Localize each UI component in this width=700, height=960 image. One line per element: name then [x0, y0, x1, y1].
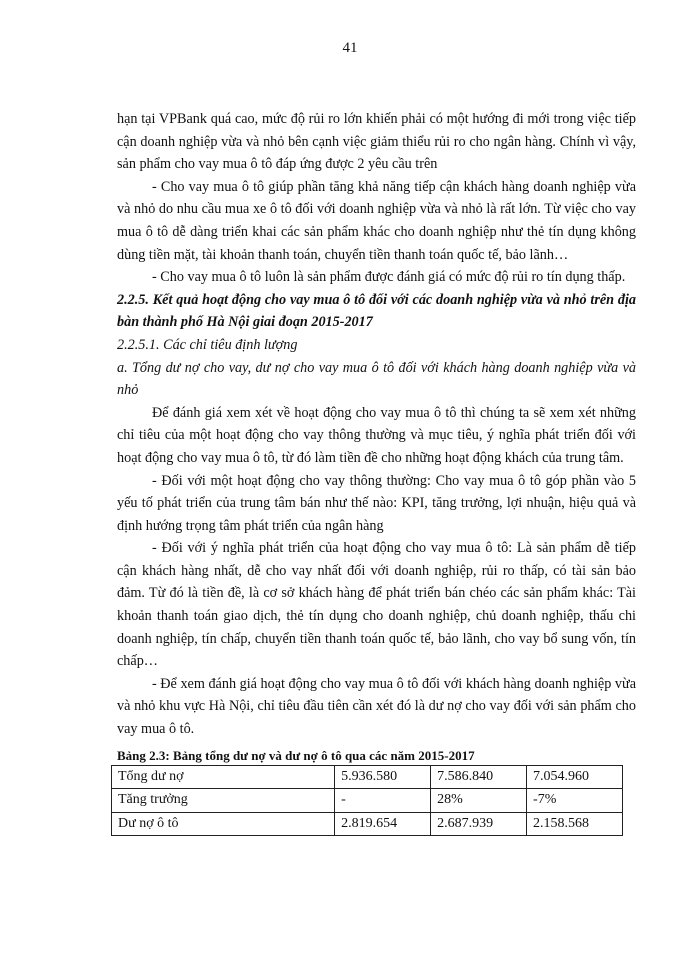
table-cell: Dư nợ ô tô	[112, 812, 335, 836]
table-row	[112, 812, 623, 836]
subsection-heading: a. Tổng dư nợ cho vay, dư nợ cho vay mua ô tô đối với khách hàng doanh nghiệp vừa và nhỏ	[117, 359, 636, 399]
page-number: 41	[342, 40, 358, 56]
paragraph: - Cho vay mua ô tô giúp phần tăng khả năng tiếp cận khách hàng doanh nghiệp vừa và nhỏ do nhu cầu mua xe ô tô đối với doanh nghiệp vừa và nhỏ là rất lớn. Từ việc cho vay mua ô tô dễ dàng triển khai các sản phẩm khác cho doanh nghiệp như thẻ tín dụng không dùng tiền mặt, tài khoản thanh toán, chuyển tiền thanh toán quốc tế, bảo lãnh…	[117, 178, 636, 263]
section-heading: 2.2.5. Kết quả hoạt động cho vay mua ô tô đối với các doanh nghiệp vừa và nhỏ trên địa bàn thành phố Hà Nội giai đoạn 2015-2017	[117, 291, 636, 331]
table-cell: 2.687.939	[431, 812, 527, 836]
table-row	[112, 765, 623, 789]
paragraph: - Đối với một hoạt động cho vay thông thường: Cho vay mua ô tô góp phần vào 5 yếu tố phát triển của trung tâm bán như thế nào: KPI, tăng trưởng, lợi nhuận, hiệu quả và định hướng trọng tâm phát triển của ngân hàng	[117, 472, 636, 534]
table-cell: 5.936.580	[335, 765, 431, 789]
table-cell: Tổng dư nợ	[112, 765, 335, 789]
subsection-heading: 2.2.5.1. Các chỉ tiêu định lượng	[117, 336, 298, 353]
paragraph: - Để xem đánh giá hoạt động cho vay mua ô tô đối với khách hàng doanh nghiệp vừa và nhỏ khu vực Hà Nội, chỉ tiêu đầu tiên cần xét đó là dư nợ cho vay đối với sản phẩm cho vay mua ô tô.	[117, 675, 636, 738]
table-caption: Bảng 2.3: Bảng tổng dư nợ và dư nợ ô tô qua các năm 2015-2017	[117, 747, 475, 763]
paragraph: - Đối với ý nghĩa phát triển của hoạt động cho vay mua ô tô: Là sản phẩm dễ tiếp cận khách hàng nhất, dễ cho vay nhất đối với doanh nghiệp, rủi ro thấp, có tài sản bảo đảm. Từ đó là tiền đề, là cơ sở khách hàng để phát triển bán chéo các sản phẩm khác: Tài khoản thanh toán giao dịch, thẻ tín dụng cho doanh nghiệp, chủ doanh nghiệp, thấu chi doanh nghiệp, tín chấp, chuyển tiền thanh toán quốc tế, bảo lãnh, cho vay bổ sung vốn, tín chấp…	[117, 540, 636, 670]
table-cell: 7.054.960	[527, 765, 623, 789]
table-cell: 2.819.654	[335, 812, 431, 836]
paragraph: - Cho vay mua ô tô luôn là sản phẩm được đánh giá có mức độ rủi ro tín dụng thấp.	[152, 269, 626, 286]
table-cell: -	[335, 789, 431, 813]
paragraph: hạn tại VPBank quá cao, mức độ rủi ro lớn khiến phải có một hướng đi mới trong việc tiếp cận doanh nghiệp vừa và nhỏ bên cạnh việc giảm thiểu rủi ro cho ngân hàng. Chính vì vậy, sản phẩm cho vay mua ô tô đáp ứng được 2 yêu cầu trên	[117, 111, 636, 173]
table-cell: 2.158.568	[527, 812, 623, 836]
table-cell: -7%	[527, 789, 623, 813]
table-cell: 7.586.840	[431, 765, 527, 789]
paragraph: Để đánh giá xem xét về hoạt động cho vay mua ô tô thì chúng ta sẽ xem xét những chỉ tiêu của một hoạt động cho vay thông thường và mục tiêu, ý nghĩa phát triển đối với hoạt động cho vay mua ô tô, từ đó làm tiền đề cho những hoạt động khách của trung tâm.	[117, 404, 636, 466]
table-row	[112, 789, 623, 813]
table-cell: Tăng trưởng	[112, 789, 335, 813]
document-body	[117, 108, 636, 836]
table-cell: 28%	[431, 789, 527, 813]
data-table	[111, 765, 623, 837]
